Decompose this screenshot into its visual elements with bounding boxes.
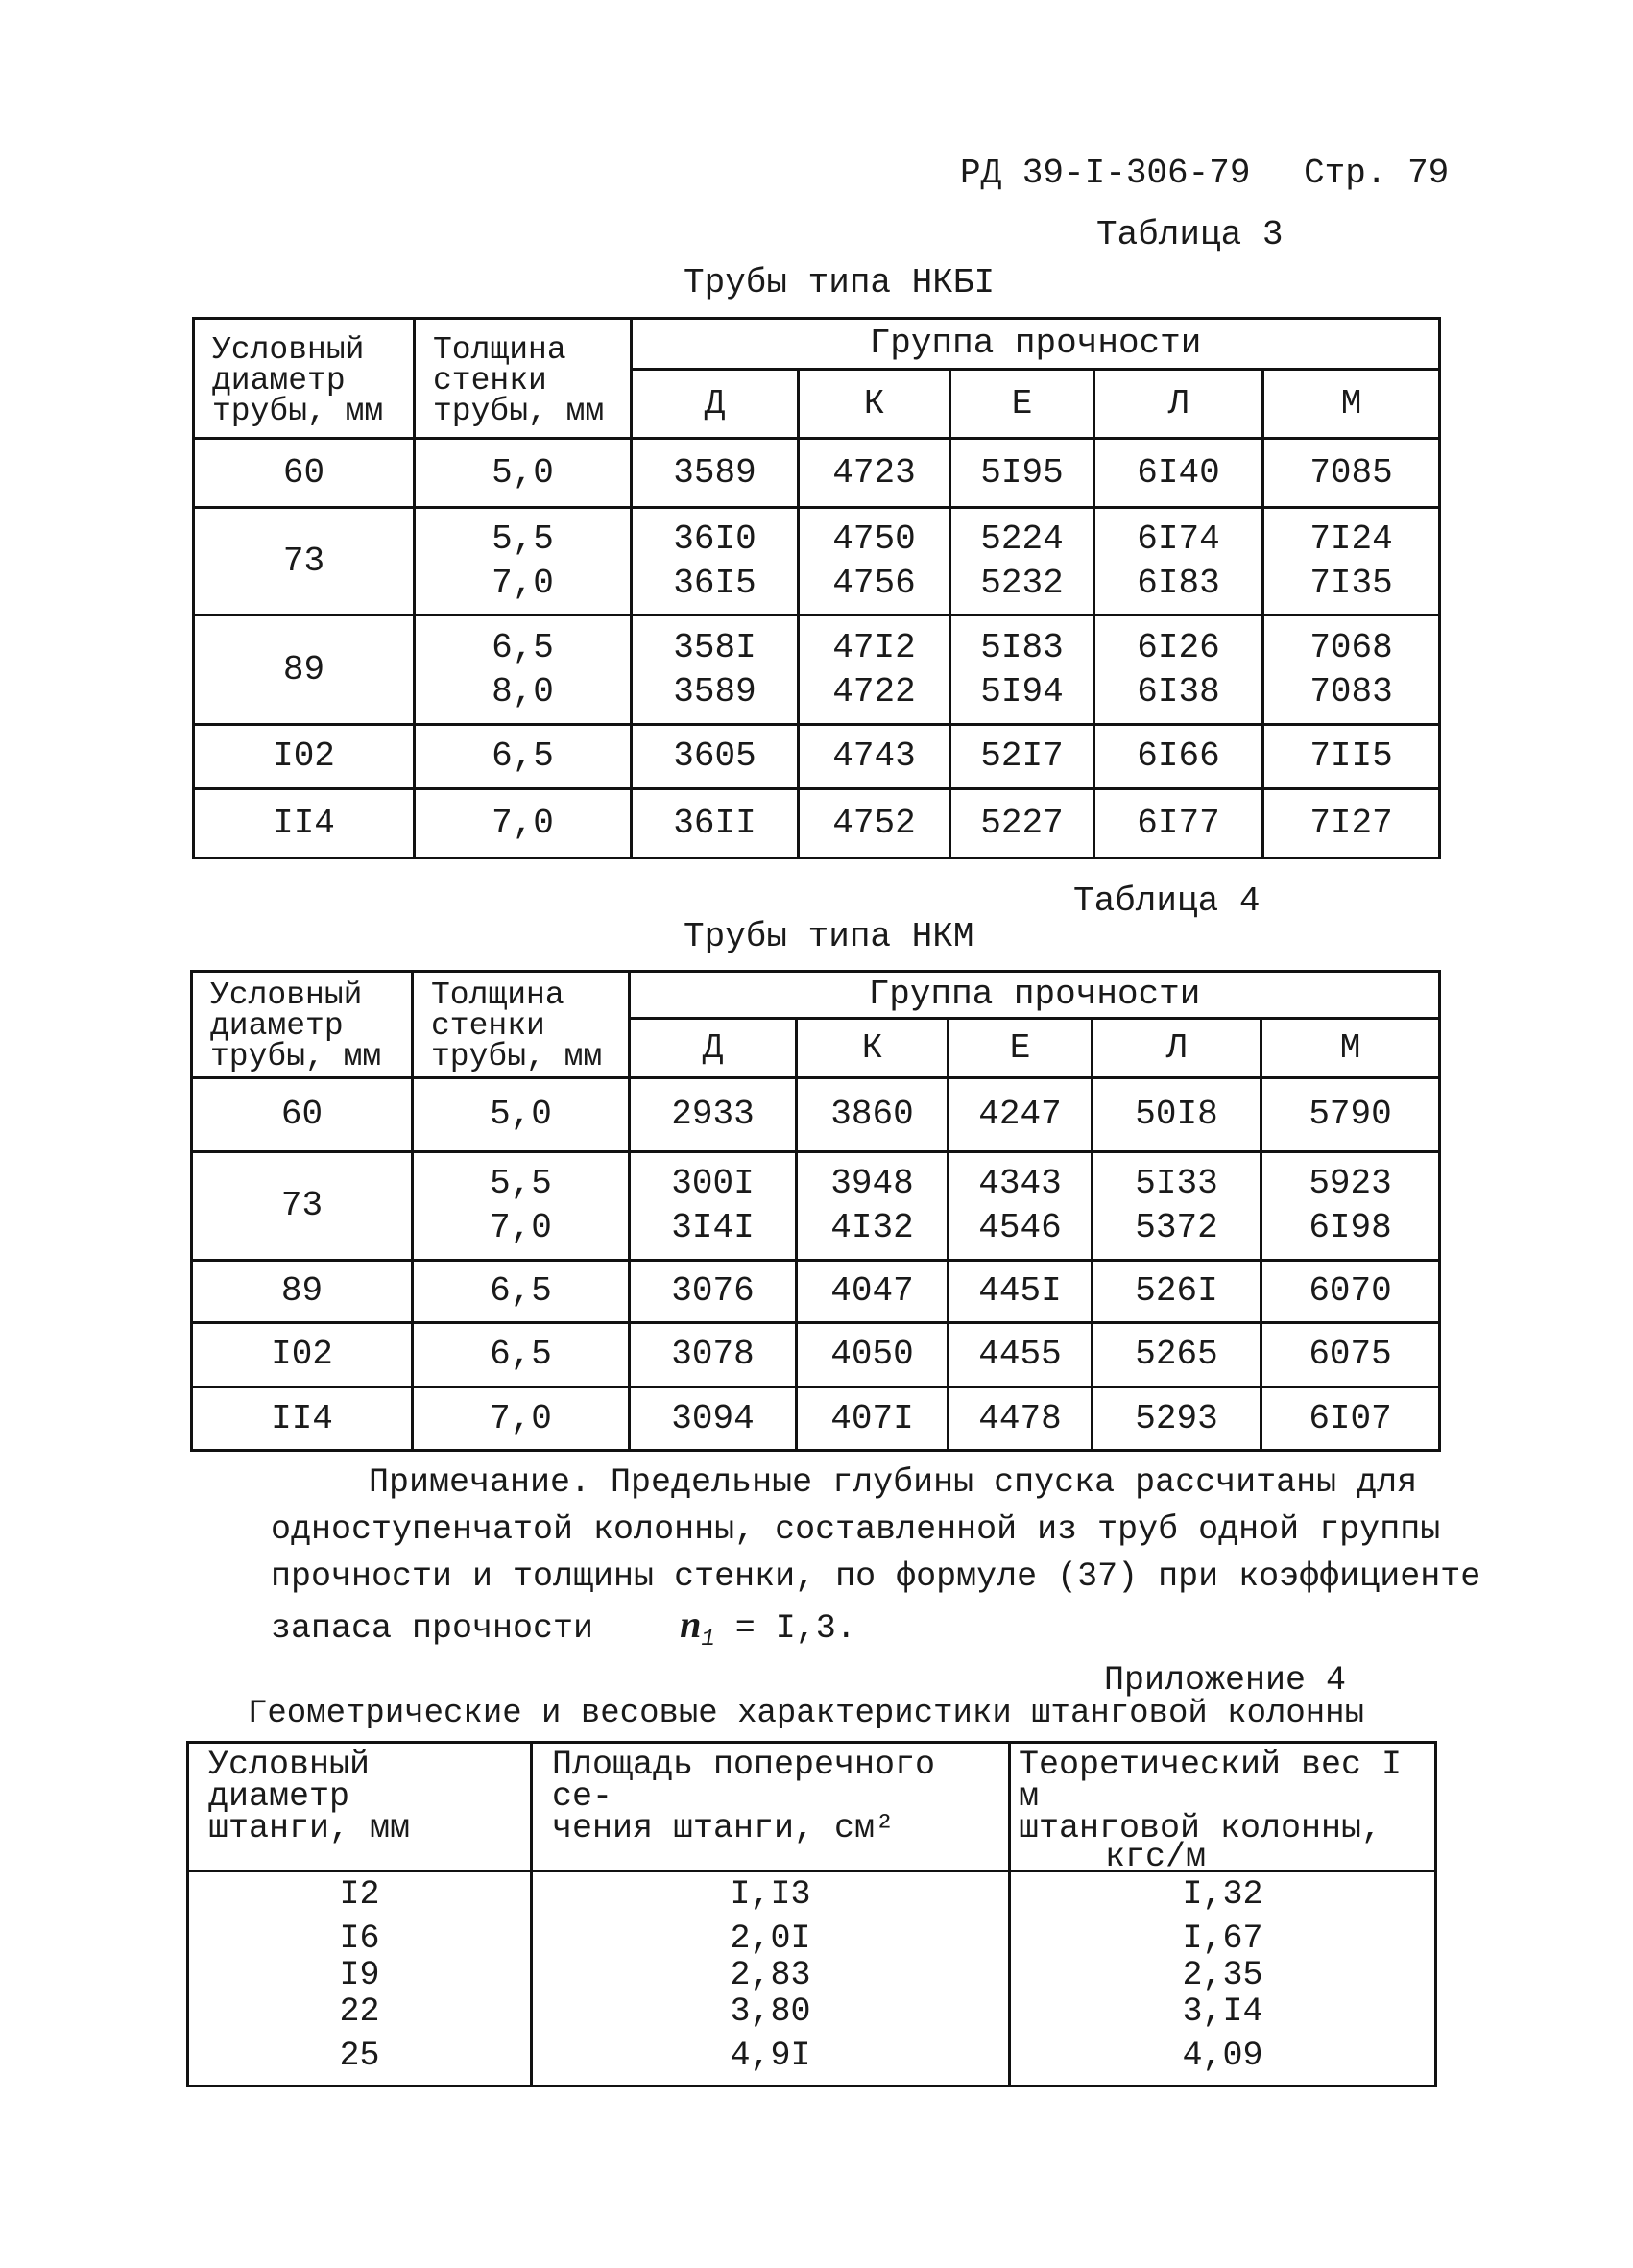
wall-cell xyxy=(415,615,632,725)
value-cell: 6I07 xyxy=(1261,1387,1440,1451)
note-line: одноступенчатой колонны, составленной из труб одной группы xyxy=(271,1510,1441,1549)
appendix-header-area xyxy=(532,1743,1010,1871)
table4-header-wall xyxy=(413,972,630,1078)
value: 3948 xyxy=(830,1164,914,1203)
value-cell: 6070 xyxy=(1261,1261,1440,1323)
value-cell xyxy=(950,508,1094,615)
value-cell: 5293 xyxy=(1093,1387,1261,1451)
table4-title: Трубы типа НКМ xyxy=(684,917,974,956)
note-line: прочности и толщины стенки, по формуле (37) при коэффициенте xyxy=(271,1557,1481,1596)
weight-value: 2,35 xyxy=(1182,1956,1263,1994)
safety-factor-value: = I,3. xyxy=(734,1609,856,1648)
header-line: трубы, мм xyxy=(431,1039,603,1074)
header-line: штанги, мм xyxy=(208,1809,411,1847)
value: 358I xyxy=(673,627,756,667)
weight-value: I,32 xyxy=(1182,1875,1263,1914)
value-cell xyxy=(632,508,799,615)
appendix-header-diameter xyxy=(188,1743,532,1871)
value: 36I0 xyxy=(673,519,756,559)
wall-cell xyxy=(415,508,632,615)
value: 4750 xyxy=(832,519,916,559)
header-line: диаметр xyxy=(210,1008,344,1044)
value: 7I35 xyxy=(1309,563,1393,603)
appendix-title: Геометрические и весовые характеристики штанговой колонны xyxy=(248,1696,1364,1732)
value-cell xyxy=(1094,508,1263,615)
value: 47I2 xyxy=(832,627,916,667)
value-cell xyxy=(630,1152,797,1261)
table-row xyxy=(192,1078,1440,1152)
header-line: стенки xyxy=(431,1008,545,1044)
table-row xyxy=(194,615,1440,725)
wall-cell: 7,0 xyxy=(415,789,632,858)
table4-header-diameter xyxy=(192,972,413,1078)
value-cell: 445I xyxy=(949,1261,1093,1323)
value-cell: 6I66 xyxy=(1094,725,1263,789)
value-cell: 7I27 xyxy=(1263,789,1440,858)
weight-value: 4,09 xyxy=(1182,2037,1263,2075)
diameter-cell: I02 xyxy=(192,1323,413,1387)
value-cell: 50I8 xyxy=(1093,1078,1261,1152)
value: 5I94 xyxy=(980,671,1064,712)
value: 6I74 xyxy=(1137,519,1220,559)
diameter-cell: 60 xyxy=(192,1078,413,1152)
header-line: Площадь поперечного се- xyxy=(552,1746,936,1816)
value: 6I26 xyxy=(1137,627,1220,667)
value-cell: 5I95 xyxy=(950,439,1094,508)
diameter-cell: 60 xyxy=(194,439,415,508)
group-d: Д xyxy=(630,1019,797,1078)
appendix-diameter-column xyxy=(188,1871,532,2087)
header-line: трубы, мм xyxy=(210,1039,382,1074)
value: 5372 xyxy=(1135,1208,1218,1247)
appendix-weight-column xyxy=(1010,1871,1436,2087)
diameter-cell: II4 xyxy=(192,1387,413,1451)
value: 3I4I xyxy=(671,1208,755,1247)
value: 4I32 xyxy=(830,1208,914,1247)
safety-factor-subscript: 1 xyxy=(701,1627,715,1653)
value-cell: 4247 xyxy=(949,1078,1093,1152)
wall-value: 5,5 xyxy=(492,519,554,559)
value: 36I5 xyxy=(673,563,756,603)
wall-value: 5,5 xyxy=(490,1164,552,1203)
group-e: Е xyxy=(950,370,1094,439)
value-cell xyxy=(799,508,950,615)
wall-cell: 5,0 xyxy=(415,439,632,508)
appendix-header-weight xyxy=(1010,1743,1436,1876)
area-value: 4,9I xyxy=(730,2037,811,2075)
value: 300I xyxy=(671,1164,755,1203)
value-cell: 3094 xyxy=(630,1387,797,1451)
wall-cell xyxy=(413,1152,630,1261)
group-d: Д xyxy=(632,370,799,439)
wall-value: 7,0 xyxy=(492,563,554,603)
wall-cell: 6,5 xyxy=(413,1323,630,1387)
header-line: трубы, мм xyxy=(433,394,605,429)
header-line: Толщина xyxy=(431,977,564,1013)
wall-value: 8,0 xyxy=(492,671,554,712)
header-line: трубы, мм xyxy=(212,394,384,429)
table3-group-header: Группа прочности xyxy=(632,319,1440,370)
header-line: кгс/м xyxy=(1105,1838,1207,1876)
header-line: Толщина xyxy=(433,332,566,368)
value-cell xyxy=(1261,1152,1440,1261)
value: 6I83 xyxy=(1137,563,1220,603)
group-l: Л xyxy=(1094,370,1263,439)
value-cell: 526I xyxy=(1093,1261,1261,1323)
value-cell: 407I xyxy=(797,1387,949,1451)
diameter-value: 22 xyxy=(339,1992,380,2031)
value-cell: 4455 xyxy=(949,1323,1093,1387)
header-line: Условный xyxy=(210,977,363,1013)
value: 7I24 xyxy=(1309,519,1393,559)
wall-value: 7,0 xyxy=(490,1208,552,1247)
value: 5I83 xyxy=(980,627,1064,667)
table3-header-diameter xyxy=(194,319,415,439)
header-line: Условный диаметр xyxy=(208,1746,371,1816)
value: 4756 xyxy=(832,563,916,603)
appendix-label: Приложение 4 xyxy=(1104,1661,1347,1700)
document-number: РД 39-I-306-79 xyxy=(960,154,1251,193)
value-cell: 36II xyxy=(632,789,799,858)
value: 5232 xyxy=(980,563,1064,603)
group-l: Л xyxy=(1093,1019,1261,1078)
value: 4343 xyxy=(978,1164,1062,1203)
header-line: Условный xyxy=(212,332,365,368)
value-cell: 4752 xyxy=(799,789,950,858)
value-cell xyxy=(1094,615,1263,725)
table-row xyxy=(192,1261,1440,1323)
value-cell: 4743 xyxy=(799,725,950,789)
table4 xyxy=(190,970,1441,1452)
note-formula-line xyxy=(271,1601,856,1663)
diameter-cell: 89 xyxy=(194,615,415,725)
table-row xyxy=(194,725,1440,789)
header-line: стенки xyxy=(433,363,547,398)
wall-cell: 5,0 xyxy=(413,1078,630,1152)
value-cell xyxy=(632,615,799,725)
value: 3589 xyxy=(673,671,756,712)
table-row xyxy=(192,1323,1440,1387)
table-row xyxy=(194,508,1440,615)
table4-group-header: Группа прочности xyxy=(630,972,1440,1019)
value-cell: 4050 xyxy=(797,1323,949,1387)
value-cell: 4478 xyxy=(949,1387,1093,1451)
diameter-cell: 73 xyxy=(192,1152,413,1261)
value-cell: 5790 xyxy=(1261,1078,1440,1152)
value-cell: 52I7 xyxy=(950,725,1094,789)
value-cell xyxy=(1263,508,1440,615)
area-value: 2,0I xyxy=(730,1919,811,1958)
table-row xyxy=(194,439,1440,508)
header-line: штанговой колонны, xyxy=(1019,1809,1382,1847)
value-cell: 3860 xyxy=(797,1078,949,1152)
value-cell: 3076 xyxy=(630,1261,797,1323)
diameter-value: I6 xyxy=(339,1919,380,1958)
table-row xyxy=(192,1152,1440,1261)
note-line: Примечание. Предельные глубины спуска рассчитаны для xyxy=(369,1463,1418,1502)
diameter-cell: II4 xyxy=(194,789,415,858)
value-cell: 6I77 xyxy=(1094,789,1263,858)
group-k: К xyxy=(799,370,950,439)
value-cell xyxy=(797,1152,949,1261)
value-cell: 3078 xyxy=(630,1323,797,1387)
value: 6I38 xyxy=(1137,671,1220,712)
wall-cell: 6,5 xyxy=(415,725,632,789)
value-cell: 3589 xyxy=(632,439,799,508)
wall-value: 6,5 xyxy=(492,627,554,667)
table4-label: Таблица 4 xyxy=(1073,881,1261,921)
value-cell: 5265 xyxy=(1093,1323,1261,1387)
appendix-area-column xyxy=(532,1871,1010,2087)
value-cell: 7II5 xyxy=(1263,725,1440,789)
value: 7068 xyxy=(1309,627,1393,667)
header-line: диаметр xyxy=(212,363,346,398)
value: 5224 xyxy=(980,519,1064,559)
wall-cell: 7,0 xyxy=(413,1387,630,1451)
weight-value: I,67 xyxy=(1182,1919,1263,1958)
table3-label: Таблица 3 xyxy=(1096,215,1284,254)
table-row xyxy=(194,789,1440,858)
diameter-cell: 89 xyxy=(192,1261,413,1323)
weight-value: 3,I4 xyxy=(1182,1992,1263,2031)
diameter-value: I2 xyxy=(339,1875,380,1914)
appendix-table xyxy=(186,1741,1437,2087)
diameter-cell: I02 xyxy=(194,725,415,789)
group-k: К xyxy=(797,1019,949,1078)
value-cell: 6I40 xyxy=(1094,439,1263,508)
value: 6I98 xyxy=(1309,1208,1392,1247)
header-line: Теоретический вес I м xyxy=(1019,1746,1403,1816)
group-m: М xyxy=(1263,370,1440,439)
group-m: М xyxy=(1261,1019,1440,1078)
value-cell: 7085 xyxy=(1263,439,1440,508)
safety-factor-symbol: n xyxy=(680,1603,702,1646)
diameter-value: I9 xyxy=(339,1956,380,1994)
value-cell xyxy=(949,1152,1093,1261)
document-code xyxy=(960,154,1449,193)
header-line: чения штанги, см² xyxy=(552,1809,896,1847)
value-cell: 3605 xyxy=(632,725,799,789)
value-cell xyxy=(950,615,1094,725)
table3 xyxy=(192,317,1441,859)
group-e: Е xyxy=(949,1019,1093,1078)
value: 4546 xyxy=(978,1208,1062,1247)
value: 5I33 xyxy=(1135,1164,1218,1203)
table3-header-wall xyxy=(415,319,632,439)
value-cell: 6075 xyxy=(1261,1323,1440,1387)
table3-title: Трубы типа НКБI xyxy=(684,263,996,302)
value-cell xyxy=(1263,615,1440,725)
wall-cell: 6,5 xyxy=(413,1261,630,1323)
value: 5923 xyxy=(1309,1164,1392,1203)
area-value: 2,83 xyxy=(730,1956,811,1994)
value: 4722 xyxy=(832,671,916,712)
value-cell xyxy=(1093,1152,1261,1261)
page-number: Стр. 79 xyxy=(1304,154,1450,193)
area-value: 3,80 xyxy=(730,1992,811,2031)
value: 7083 xyxy=(1309,671,1393,712)
diameter-cell: 73 xyxy=(194,508,415,615)
diameter-value: 25 xyxy=(339,2037,380,2075)
note-line: запаса прочности xyxy=(271,1609,594,1648)
value-cell: 4047 xyxy=(797,1261,949,1323)
value-cell: 2933 xyxy=(630,1078,797,1152)
value-cell xyxy=(799,615,950,725)
value-cell: 4723 xyxy=(799,439,950,508)
table-row xyxy=(192,1387,1440,1451)
area-value: I,I3 xyxy=(730,1875,811,1914)
value-cell: 5227 xyxy=(950,789,1094,858)
